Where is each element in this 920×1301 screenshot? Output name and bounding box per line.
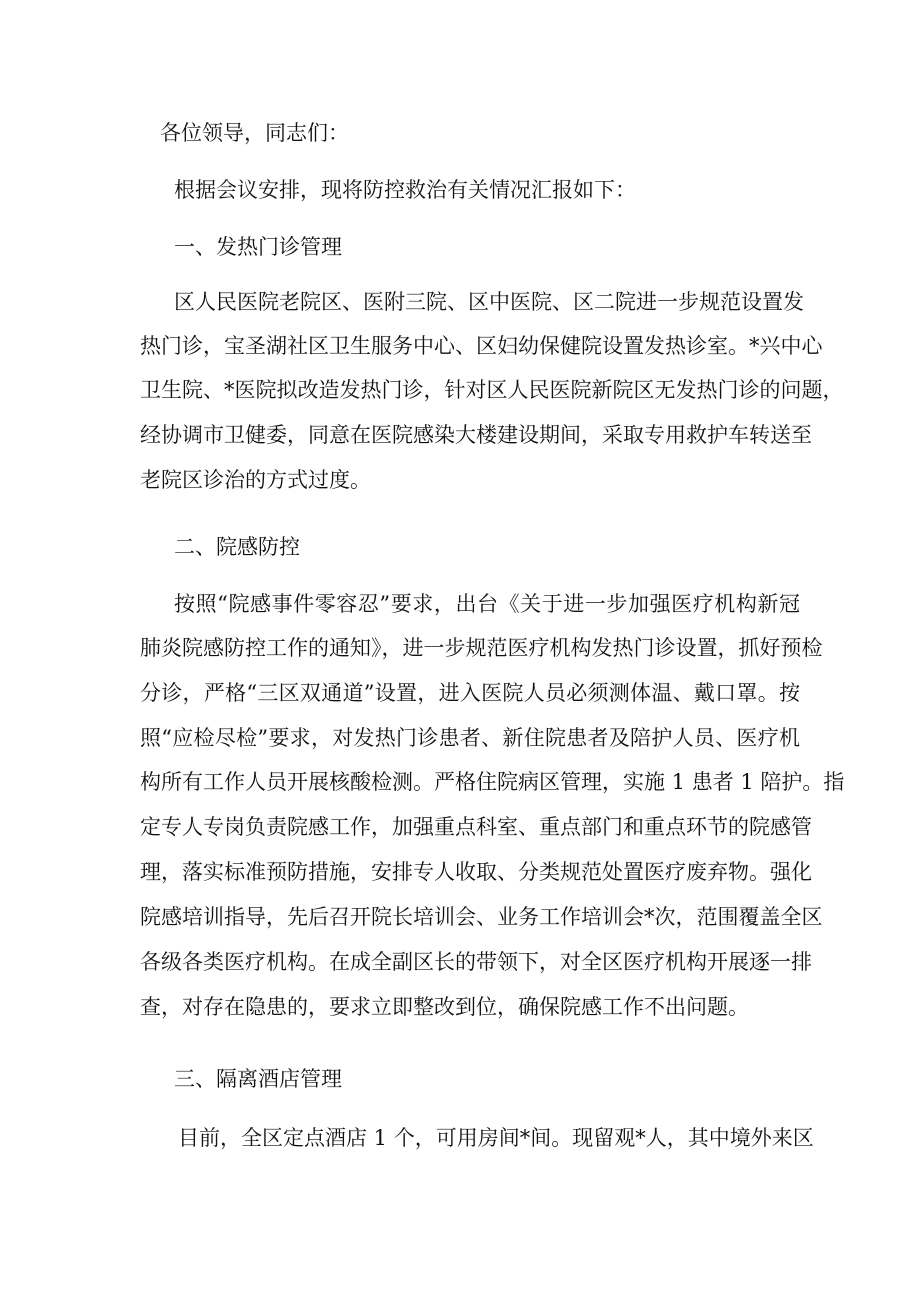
paragraph-line: 构所有工作人员开展核酸检测。严格住院病区管理，实施 1 患者 1 陪护。指 <box>140 770 845 794</box>
paragraph-line: 各级各类医疗机构。在成全副区长的带领下，对全区医疗机构开展逐一排 <box>140 950 812 974</box>
intro-paragraph: 根据会议安排，现将防控救治有关情况汇报如下： <box>174 178 636 202</box>
paragraph-line: 照“应检尽检”要求，对发热门诊患者、新住院患者及陪护人员、医疗机 <box>140 726 800 750</box>
paragraph-line: 热门诊，宝圣湖社区卫生服务中心、区妇幼保健院设置发热诊室。*兴中心 <box>140 334 823 358</box>
paragraph-line: 分诊，严格“三区双通道”设置，进入医院人员必须测体温、戴口罩。按 <box>140 681 800 705</box>
paragraph-line: 老院区诊治的方式过度。 <box>140 468 371 492</box>
section-2-heading: 二、院感防控 <box>174 535 300 559</box>
paragraph-line: 按照“院感事件零容忍”要求，出台《关于进一步加强医疗机构新冠 <box>174 592 800 616</box>
salutation: 各位领导，同志们： <box>160 121 349 145</box>
paragraph-line: 区人民医院老院区、医附三院、区中医院、区二院进一步规范设置发 <box>174 290 804 314</box>
paragraph-line: 经协调市卫健委，同意在医院感染大楼建设期间，采取专用救护车转送至 <box>140 423 812 447</box>
paragraph-line: 定专人专岗负责院感工作，加强重点科室、重点部门和重点环节的院感管 <box>140 815 812 839</box>
paragraph-line: 肺炎院感防控工作的通知》，进一步规范医疗机构发热门诊设置，抓好预检 <box>140 636 823 660</box>
paragraph-line: 院感培训指导，先后召开院长培训会、业务工作培训会*次，范围覆盖全区 <box>140 905 823 929</box>
paragraph-line: 理，落实标准预防措施，安排专人收取、分类规范处置医疗废弃物。强化 <box>140 860 812 884</box>
section-1-heading: 一、发热门诊管理 <box>174 235 342 259</box>
paragraph-line: 查，对存在隐患的，要求立即整改到位，确保院感工作不出问题。 <box>140 995 749 1019</box>
section-3-heading: 三、隔离酒店管理 <box>174 1067 342 1091</box>
paragraph-line: 卫生院、*医院拟改造发热门诊，针对区人民医院新院区无发热门诊的问题， <box>140 378 844 402</box>
paragraph-line: 目前，全区定点酒店 1 个，可用房间*间。现留观*人，其中境外来区 <box>178 1126 814 1150</box>
